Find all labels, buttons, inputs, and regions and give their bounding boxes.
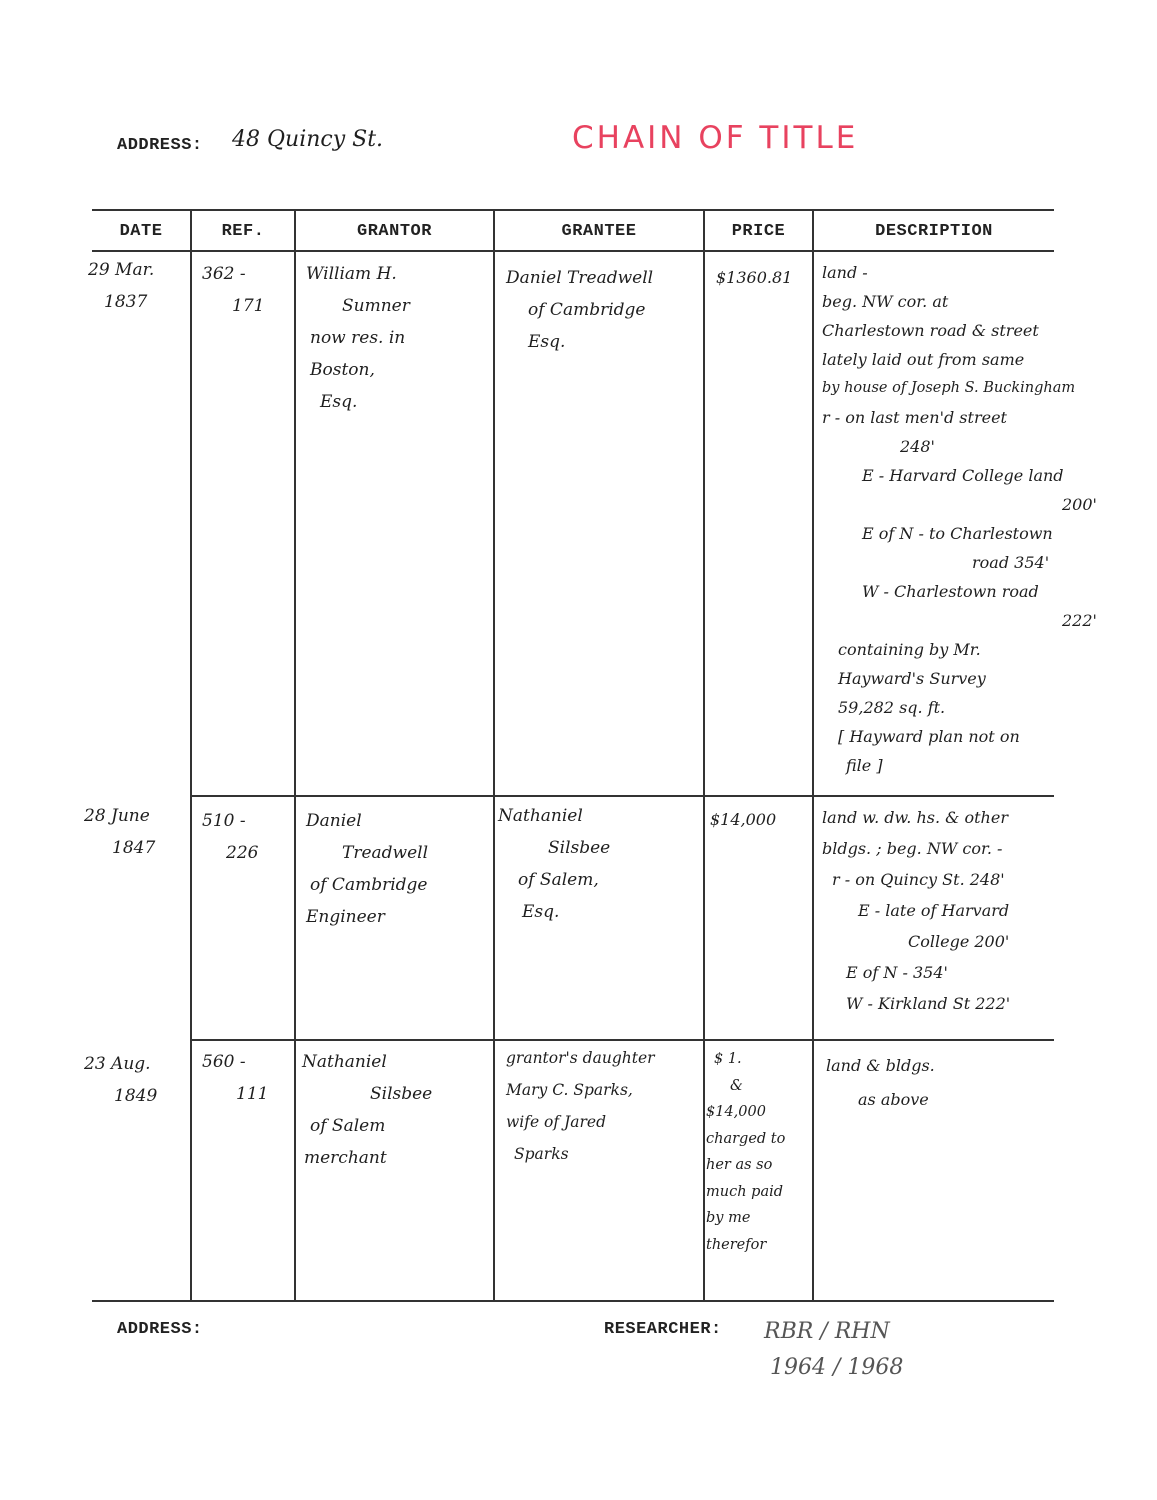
column-header-grantor: GRANTOR <box>357 222 432 241</box>
row-divider <box>190 795 1054 797</box>
grantor-cell: Daniel Treadwell of Cambridge Engineer <box>306 811 429 927</box>
price-cell: $14,000 <box>710 810 777 829</box>
page-title: CHAIN OF TITLE <box>572 120 859 156</box>
row-divider <box>190 1039 1054 1041</box>
grantor-cell: William H. Sumner now res. in Boston, Esq. <box>306 264 410 412</box>
grantee-cell: Nathaniel Silsbee of Salem, Esq. <box>498 806 611 922</box>
grantee-cell: grantor's daughter Mary C. Sparks, wife of Jared Sparks <box>506 1049 655 1163</box>
description-cell: land & bldgs. as above <box>826 1056 935 1109</box>
column-header-grantee: GRANTEE <box>561 222 637 241</box>
date-cell: 23 Aug. 1849 <box>84 1054 158 1106</box>
address-label: ADDRESS: <box>117 136 203 155</box>
date-cell: 29 Mar. 1837 <box>88 260 155 312</box>
column-header-date: DATE <box>119 222 163 241</box>
column-divider <box>294 209 296 1301</box>
ref-cell: 560 - 111 <box>202 1052 269 1104</box>
header-bottom-rule <box>92 250 1054 252</box>
date-cell: 28 June 1847 <box>84 806 156 858</box>
column-header-description: DESCRIPTION <box>875 222 993 241</box>
description-cell: land - beg. NW cor. at Charlestown road & street lately laid out from same by house of Joseph S. Buckingham r - on last men'd street 248' E - Harvard College land 200' E of N - to Charlestown road 354' W - Charlestown road 222' containing by Mr. Hayward's Survey 59,282 sq. ft. [ Hayward plan not on file ] <box>822 263 1097 775</box>
researcher-initials: RBR / RHN <box>764 1319 890 1344</box>
column-header-ref: REF. <box>221 222 265 241</box>
table-top-rule <box>92 209 1054 211</box>
price-cell: $1360.81 <box>716 268 793 287</box>
column-divider <box>703 209 705 1301</box>
address-value: 48 Quincy St. <box>232 127 384 152</box>
ref-cell: 362 - 171 <box>202 264 265 316</box>
researcher-label: RESEARCHER: <box>604 1320 722 1339</box>
footer-address-label: ADDRESS: <box>117 1320 203 1339</box>
column-header-price: PRICE <box>731 222 786 241</box>
column-divider <box>190 209 192 1301</box>
grantee-cell: Daniel Treadwell of Cambridge Esq. <box>506 268 654 352</box>
grantor-cell: Nathaniel Silsbee of Salem merchant <box>302 1052 433 1168</box>
ref-cell: 510 - 226 <box>202 811 259 863</box>
price-cell: $ 1. & $14,000 charged to her as so much paid by me therefor <box>706 1051 786 1253</box>
table-bottom-rule <box>92 1300 1054 1302</box>
description-cell: land w. dw. hs. & other bldgs. ; beg. NW cor. - r - on Quincy St. 248' E - late of Harvard College 200' E of N - 354' W - Kirkland St 222' <box>822 808 1011 1013</box>
column-divider <box>493 209 495 1301</box>
column-divider <box>812 209 814 1301</box>
researcher-years: 1964 / 1968 <box>770 1355 904 1380</box>
